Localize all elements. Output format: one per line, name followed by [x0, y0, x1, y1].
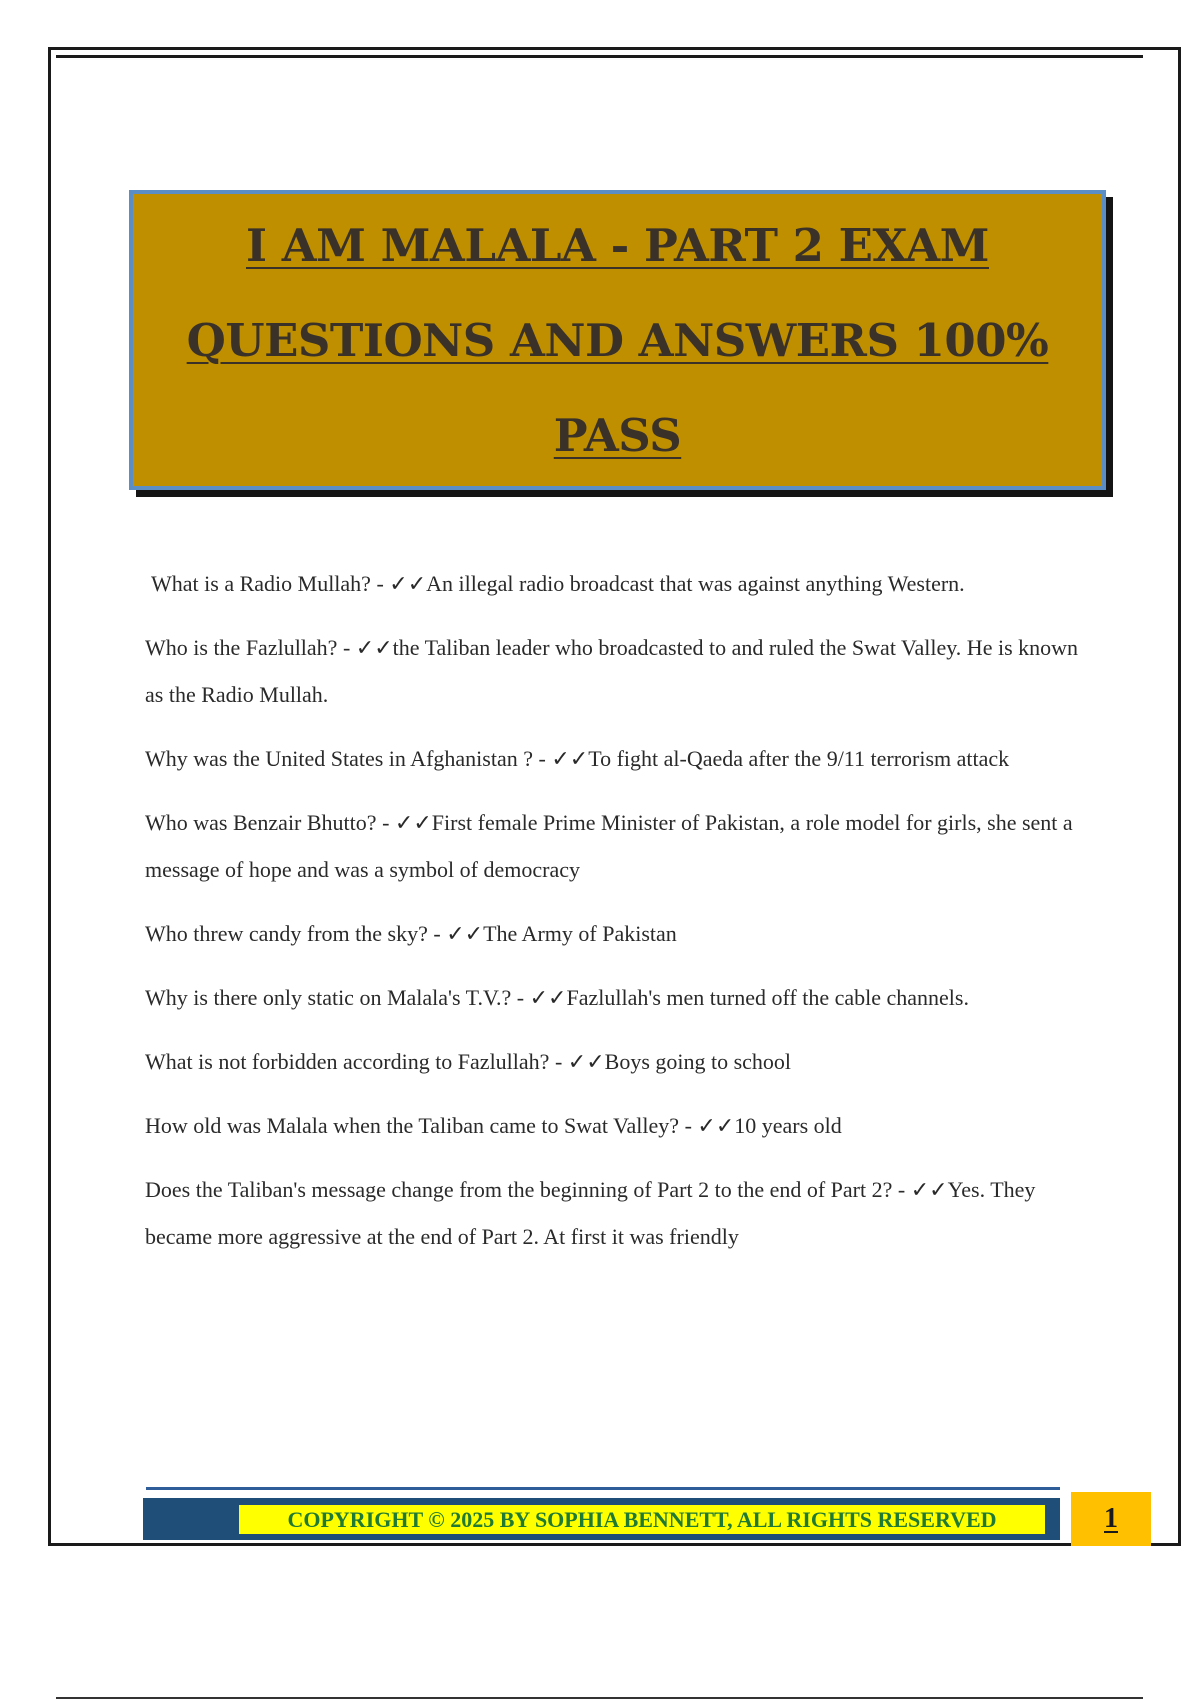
checkmark-icon: ✓✓ — [697, 1113, 735, 1138]
checkmark-icon: ✓✓ — [355, 635, 393, 660]
question-text: Why was the United States in Afghanistan ? — [145, 746, 533, 771]
separator: - — [549, 1049, 568, 1074]
answer-text: 10 years old — [734, 1113, 842, 1138]
checkmark-icon: ✓✓ — [394, 810, 432, 835]
answer-text: An illegal radio broadcast that was against anything Western. — [426, 571, 965, 596]
top-rule — [56, 55, 1143, 58]
question-text: Who was Benzair Bhutto? — [145, 810, 377, 835]
answer-text: the Taliban leader who broadcasted to and ruled the Swat Valley. He is known as the Radio Mullah. — [145, 635, 1079, 707]
qa-list — [145, 560, 1095, 1277]
checkmark-icon: ✓✓ — [910, 1177, 948, 1202]
question-text: What is a Radio Mullah? — [151, 571, 371, 596]
qa-item — [145, 1102, 1095, 1149]
title-line-2: QUESTIONS AND ANSWERS 100% — [186, 313, 1049, 367]
separator: - — [532, 746, 552, 771]
question-text: Does the Taliban's message change from the beginning of Part 2 to the end of Part 2? — [145, 1177, 893, 1202]
answer-text: To fight al-Qaeda after the 9/11 terrorism attack — [588, 746, 1010, 771]
answer-text: Boys going to school — [604, 1049, 792, 1074]
checkmark-icon: ✓✓ — [446, 921, 484, 946]
answer-text: First female Prime Minister of Pakistan, a role model for girls, she sent a message of hope and was a symbol of democracy — [145, 810, 1073, 882]
answer-text: The Army of Pakistan — [483, 921, 677, 946]
separator: - — [370, 571, 390, 596]
question-text: Who is the Fazlullah? — [145, 635, 338, 660]
question-text: What is not forbidden according to Fazlullah? — [145, 1049, 550, 1074]
separator: - — [892, 1177, 911, 1202]
title-line-1: I AM MALALA - PART 2 EXAM — [245, 218, 989, 272]
checkmark-icon: ✓✓ — [567, 1049, 605, 1074]
separator: - — [511, 985, 530, 1010]
separator: - — [427, 921, 447, 946]
qa-item — [145, 974, 1095, 1021]
title-box — [129, 190, 1106, 490]
qa-item — [145, 1038, 1095, 1085]
qa-item — [145, 735, 1095, 782]
checkmark-icon: ✓✓ — [389, 571, 427, 596]
qa-item — [145, 624, 1095, 718]
qa-item — [145, 1166, 1095, 1260]
question-text: Who threw candy from the sky? — [145, 921, 428, 946]
qa-item — [145, 560, 1095, 607]
separator: - — [337, 635, 356, 660]
page-number-box — [1071, 1492, 1151, 1546]
copyright-notice: COPYRIGHT © 2025 BY SOPHIA BENNETT, ALL RIGHTS RESERVED — [239, 1505, 1045, 1534]
separator: - — [376, 810, 395, 835]
question-text: How old was Malala when the Taliban came to Swat Valley? — [145, 1113, 680, 1138]
separator: - — [679, 1113, 698, 1138]
answer-text: Yes. They became more aggressive at the end of Part 2. At first it was friendly — [145, 1177, 1036, 1249]
qa-item — [145, 910, 1095, 957]
footer-rule — [146, 1487, 1060, 1490]
checkmark-icon: ✓✓ — [551, 746, 589, 771]
bottom-rule — [56, 1697, 1143, 1699]
question-text: Why is there only static on Malala's T.V.? — [145, 985, 512, 1010]
checkmark-icon: ✓✓ — [529, 985, 567, 1010]
page-number: 1 — [1104, 1503, 1118, 1534]
answer-text: Fazlullah's men turned off the cable channels. — [566, 985, 969, 1010]
title-line-3: PASS — [553, 408, 682, 462]
qa-item — [145, 799, 1095, 893]
